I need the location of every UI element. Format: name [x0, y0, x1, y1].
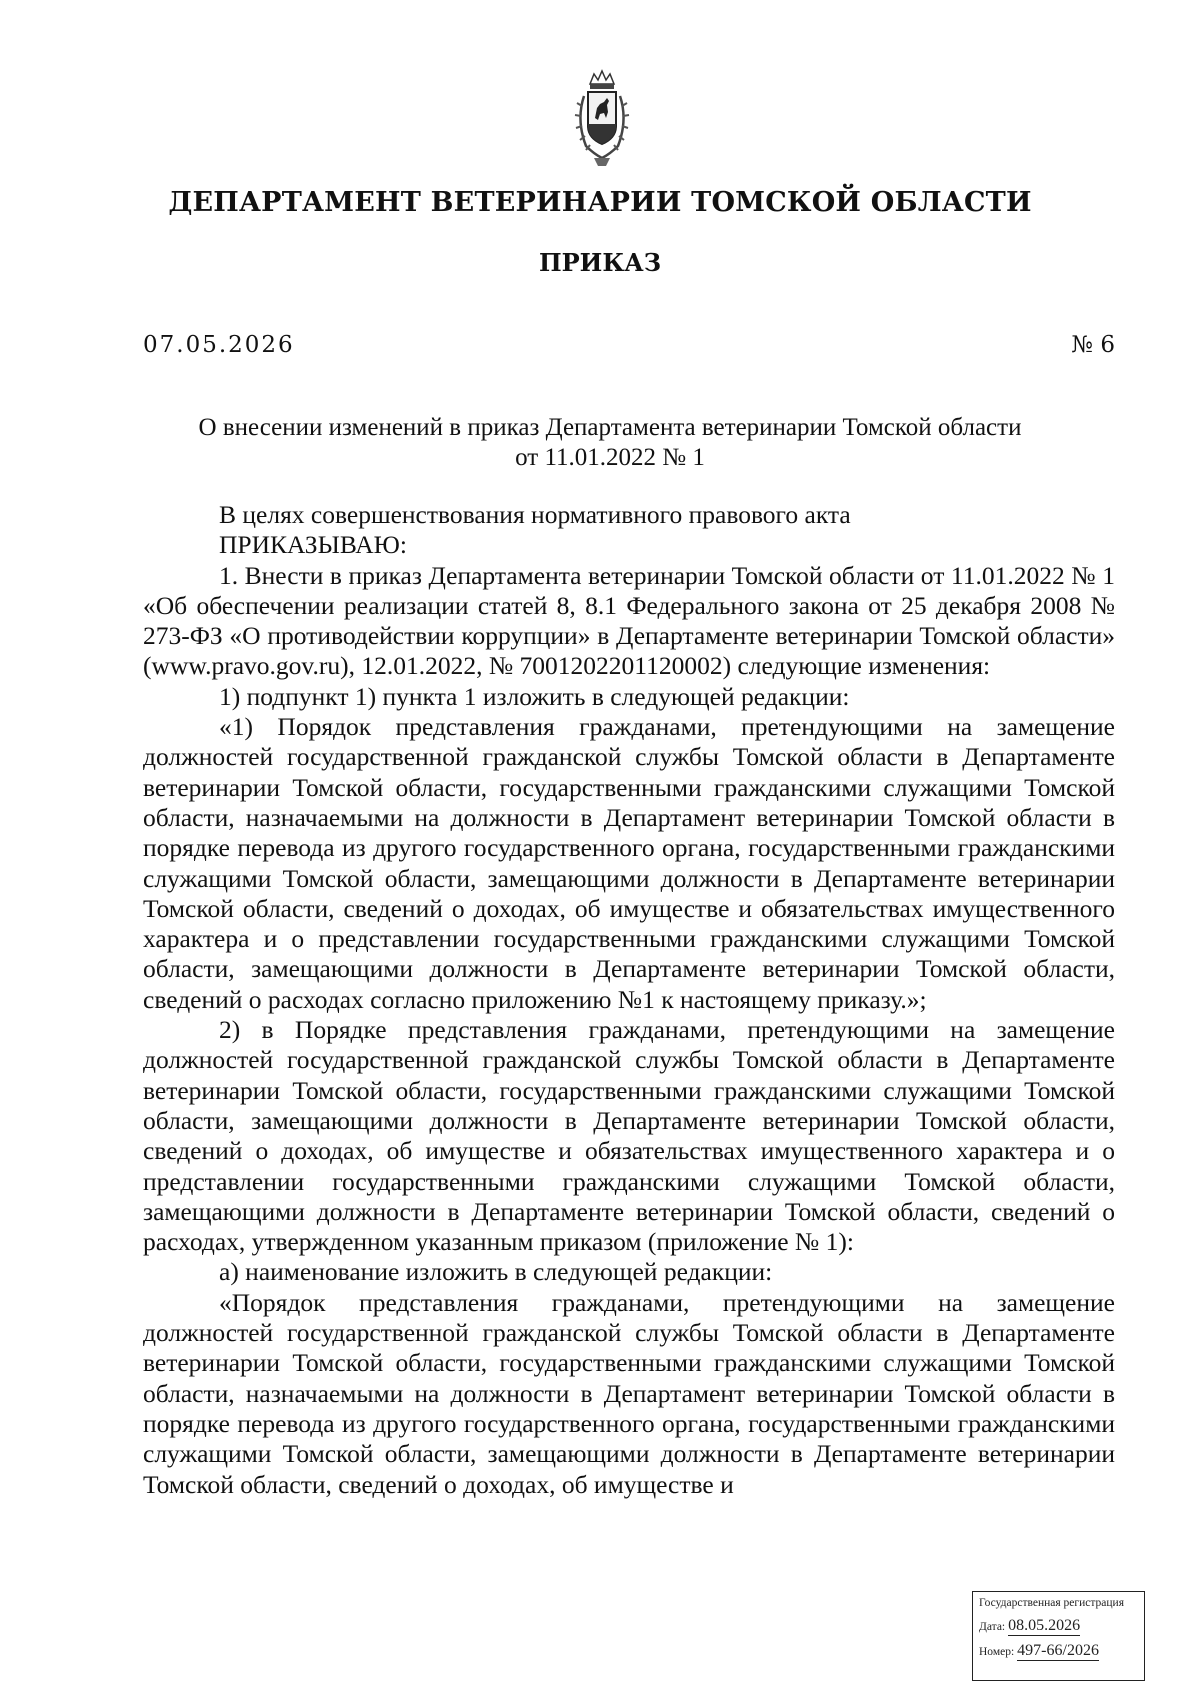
subject-line: О внесении изменений в приказ Департамента ветеринарии Томской области [198, 414, 1022, 441]
registration-number-value: 497-66/2026 [1017, 1642, 1099, 1659]
document-type: ПРИКАЗ [538, 248, 662, 277]
body-paragraph: 1) подпункт 1) пункта 1 изложить в следующей редакции: [219, 681, 850, 711]
document-body [143, 500, 1115, 1500]
registration-number-label: Номер: [979, 1646, 1015, 1658]
body-paragraph: 2) в Порядке представления гражданами, претендующими на замещение должностей государственной гражданской службы Томской области в Департаменте ветеринарии Томской области, государственными гражданскими служащими Томской области, замещающими должности в Департаменте ветеринарии Томской области, сведений о доходах, об имуществе и обязательствах имущественного характера и о представлении государственными гражданскими служащими Томской области, замещающими должности в Департаменте ветеринарии Томской области, сведений о расходах, утвержденном указанным приказом (приложение № 1): [143, 1015, 1115, 1257]
document-subject [130, 413, 1090, 473]
body-paragraph: ПРИКАЗЫВАЮ: [219, 530, 407, 560]
organization-title: ДЕПАРТАМЕНТ ВЕТЕРИНАРИИ ТОМСКОЙ ОБЛАСТИ [168, 187, 1032, 218]
body-paragraph: В целях совершенствования нормативного правового акта [219, 500, 851, 529]
document-number: № 6 [1071, 332, 1115, 358]
subject-line: от 11.01.2022 № 1 [515, 444, 705, 471]
registration-stamp [972, 1591, 1145, 1681]
body-paragraph: 1. Внести в приказ Департамента ветеринарии Томской области от 11.01.2022 № 1 «Об обеспечении реализации статей 8, 8.1 Федерального закона от 25 декабря 2008 № 273-ФЗ «О противодействии коррупции» в Департаменте ветеринарии Томской области» (www.pravo.gov.ru), 12.01.2022, № 7001202201120002) следующие изменения: [143, 560, 1115, 681]
registration-title: Государственная регистрация [979, 1597, 1124, 1609]
body-paragraph: «1) Порядок представления гражданами, претендующими на замещение должностей государственной гражданской службы Томской области в Департаменте ветеринарии Томской области, государственными гражданскими служащими Томской области, назначаемыми на должности в Департамент ветеринарии Томской области в порядке перевода из другого государственного органа, государственными гражданскими служащими Томской области, замещающими должности в Департаменте ветеринарии Томской области, сведений о доходах, об имуществе и обязательствах имущественного характера и о представлении государственными гражданскими служащими Томской области, замещающими должности в Департаменте ветеринарии Томской области, сведений о расходах согласно приложению №1 к настоящему приказу.»; [143, 712, 1115, 1014]
body-paragraph: а) наименование изложить в следующей редакции: [219, 1257, 773, 1287]
registration-date-label: Дата: [979, 1621, 1006, 1633]
registration-date-row [979, 1617, 1138, 1636]
registration-date-value: 08.05.2026 [1008, 1617, 1081, 1634]
body-paragraph: «Порядок представления гражданами, претендующими на замещение должностей государственной гражданской службы Томской области в Департаменте ветеринарии Томской области, государственными гражданскими служащими Томской области, назначаемыми на должности в Департамент ветеринарии Томской области в порядке перевода из другого государственного органа, государственными гражданскими служащими Томской области, замещающими должности в Департаменте ветеринарии Томской области, сведений о доходах, об имуществе и [143, 1287, 1115, 1499]
registration-number-row [979, 1642, 1138, 1661]
document-date: 07.05.2026 [143, 332, 295, 358]
tomsk-region-coat-of-arms-icon [570, 68, 634, 172]
